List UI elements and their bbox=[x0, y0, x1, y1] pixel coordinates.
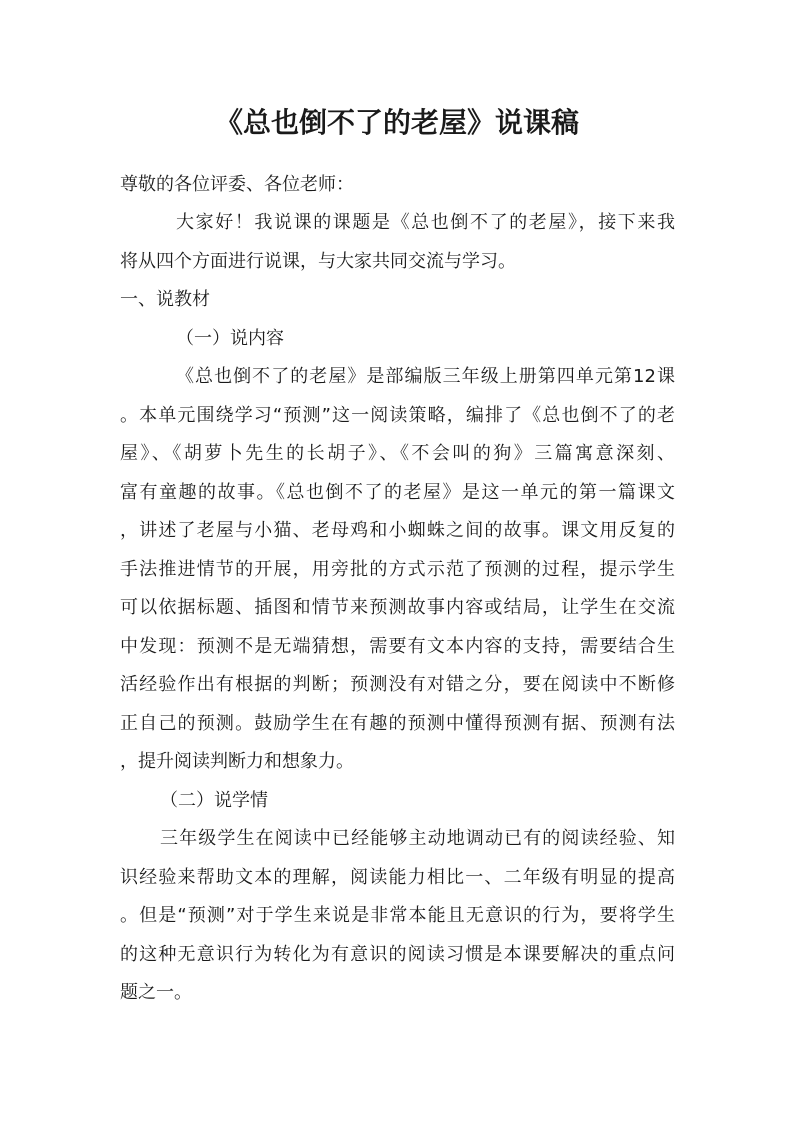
document-title: 《总也倒不了的老屋》说课稿 bbox=[214, 106, 579, 139]
text-line: 。但是“预测”对于学生来说是非常本能且无意识的行为，要将学生 bbox=[120, 905, 675, 926]
text-line: 识经验来帮助文本的理解，阅读能力相比一、二年级有明显的提高 bbox=[120, 867, 675, 888]
salutation: 尊敬的各位评委、各位老师： bbox=[120, 174, 354, 195]
text-line: ，提升阅读判断力和想象力。 bbox=[120, 751, 354, 772]
subsection-heading: （二）说学情 bbox=[160, 790, 268, 811]
subsection-heading: （一）说内容 bbox=[176, 328, 284, 349]
text-line: ，讲述了老屋与小猫、老母鸡和小蜘蛛之间的故事。课文用反复的 bbox=[120, 520, 675, 541]
text-line: 《总也倒不了的老屋》是部编版三年级上册第四单元第12课 bbox=[176, 366, 675, 387]
section-heading: 一、说教材 bbox=[120, 289, 210, 310]
text-line: 活经验作出有根据的判断；预测没有对错之分，要在阅读中不断修 bbox=[120, 674, 675, 695]
text-line: 的这种无意识行为转化为有意识的阅读习惯是本课要解决的重点问 bbox=[120, 944, 675, 965]
text-line: 中发现：预测不是无端猜想，需要有文本内容的支持，需要结合生 bbox=[120, 636, 675, 657]
text-line: 可以依据标题、插图和情节来预测故事内容或结局，让学生在交流 bbox=[120, 597, 675, 618]
text-line: 富有童趣的故事。《总也倒不了的老屋》是这一单元的第一篇课文 bbox=[120, 482, 675, 503]
text-line: 题之一。 bbox=[120, 982, 192, 1003]
text-line: 三年级学生在阅读中已经能够主动地调动已有的阅读经验、知 bbox=[160, 828, 675, 849]
text-line: 。本单元围绕学习“预测”这一阅读策略，编排了《总也倒不了的老 bbox=[120, 405, 675, 426]
text-line: 正自己的预测。鼓励学生在有趣的预测中懂得预测有据、预测有法 bbox=[120, 713, 675, 734]
text-line: 大家好！我说课的课题是《总也倒不了的老屋》，接下来我 bbox=[176, 212, 675, 233]
text-line: 将从四个方面进行说课，与大家共同交流与学习。 bbox=[120, 251, 516, 272]
text-line: 屋》、《胡萝卜先生的长胡子》、《不会叫的狗》三篇寓意深刻、 bbox=[120, 443, 675, 464]
text-line: 手法推进情节的开展，用旁批的方式示范了预测的过程，提示学生 bbox=[120, 559, 675, 580]
